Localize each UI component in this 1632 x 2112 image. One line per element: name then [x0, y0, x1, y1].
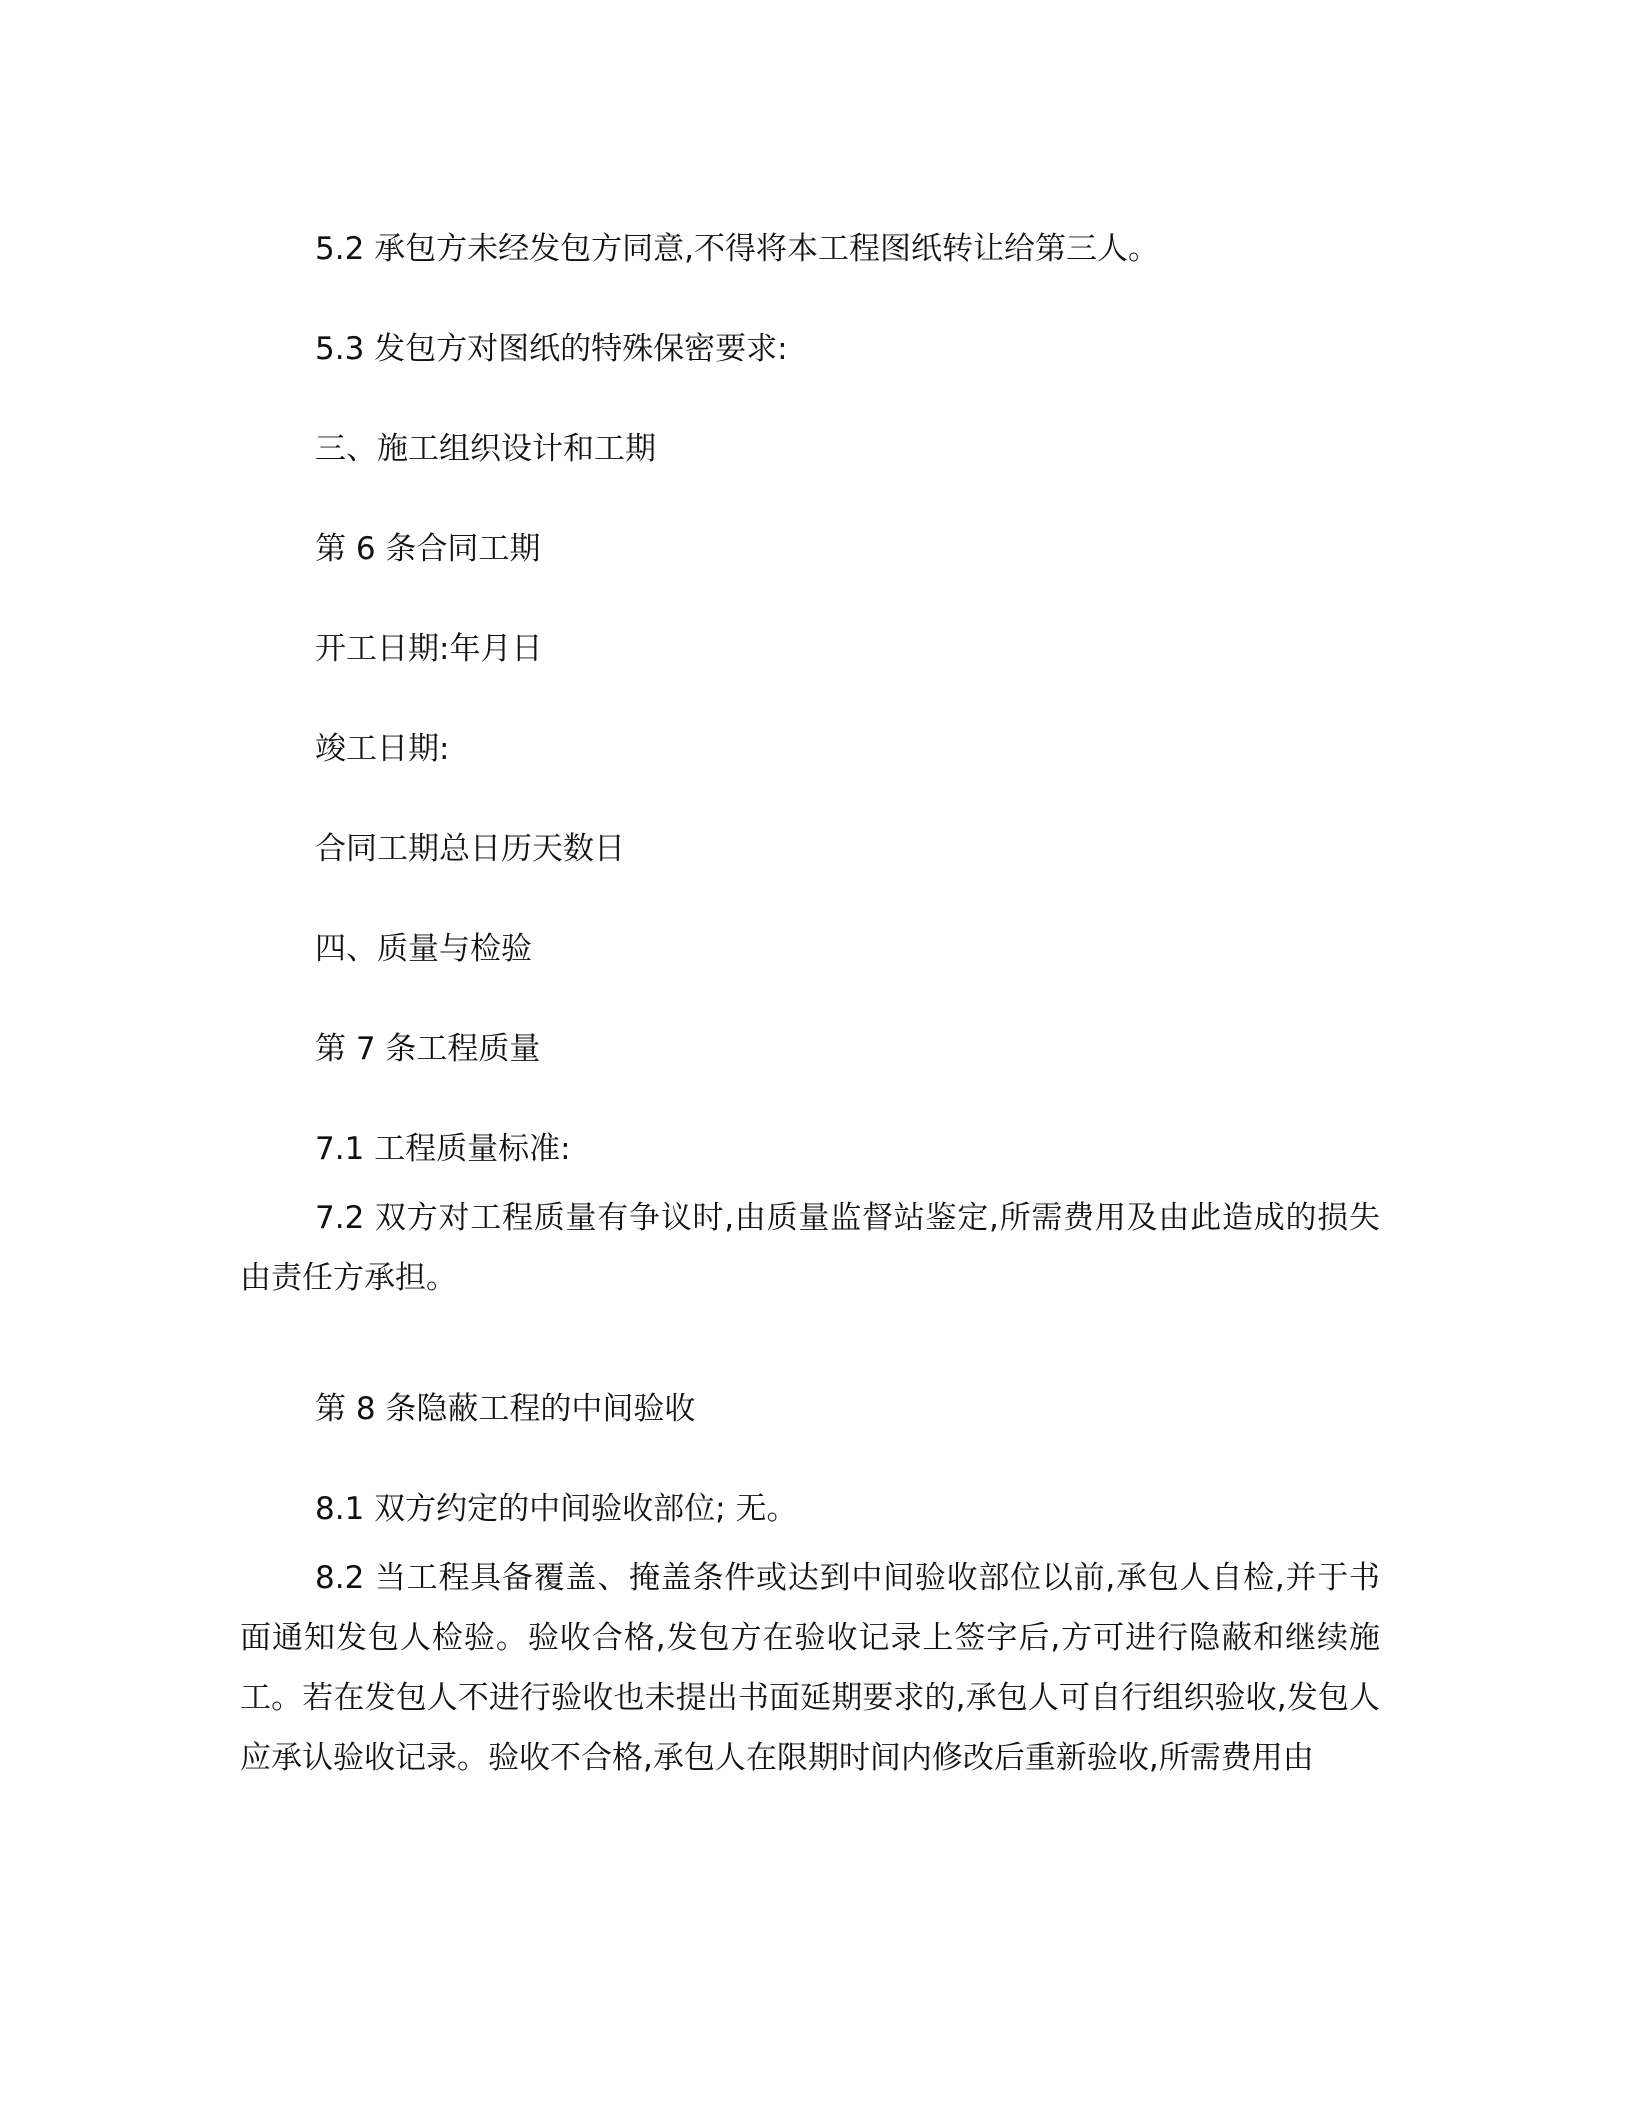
paragraph-5-2: 5.2 承包方未经发包方同意,不得将本工程图纸转让给第三人。	[315, 231, 1160, 267]
paragraph-5-3: 5.3 发包方对图纸的特殊保密要求:	[315, 331, 788, 367]
article-8-heading: 第 8 条隐蔽工程的中间验收	[315, 1391, 696, 1427]
paragraph-8-1: 8.1 双方约定的中间验收部位; 无。	[315, 1491, 798, 1527]
total-days: 合同工期总日历天数日	[315, 831, 625, 867]
section-heading-4: 四、质量与检验	[315, 931, 532, 967]
completion-date: 竣工日期:	[315, 731, 450, 767]
paragraph-8-2: 8.2 当工程具备覆盖、掩盖条件或达到中间验收部位以前,承包人自检,并于书面通知发包人检验。验收合格,发包方在验收记录上签字后,方可进行隐蔽和继续施工。若在发包人不进行验收也未提出书面延期要求的,承包人可自行组织验收,发包人应承认验收记录。验收不合格,承包人在限期时间内修改后重新验收,所需费用由	[240, 1560, 1380, 1776]
article-7-heading: 第 7 条工程质量	[315, 1031, 541, 1067]
section-heading-3: 三、施工组织设计和工期	[315, 431, 656, 467]
paragraph-7-1: 7.1 工程质量标准:	[315, 1131, 571, 1167]
start-date: 开工日期:年月日	[315, 631, 543, 667]
paragraph-7-2: 7.2 双方对工程质量有争议时,由质量监督站鉴定,所需费用及由此造成的损失由责任方承担。	[240, 1200, 1380, 1296]
article-6-heading: 第 6 条合同工期	[315, 531, 541, 567]
